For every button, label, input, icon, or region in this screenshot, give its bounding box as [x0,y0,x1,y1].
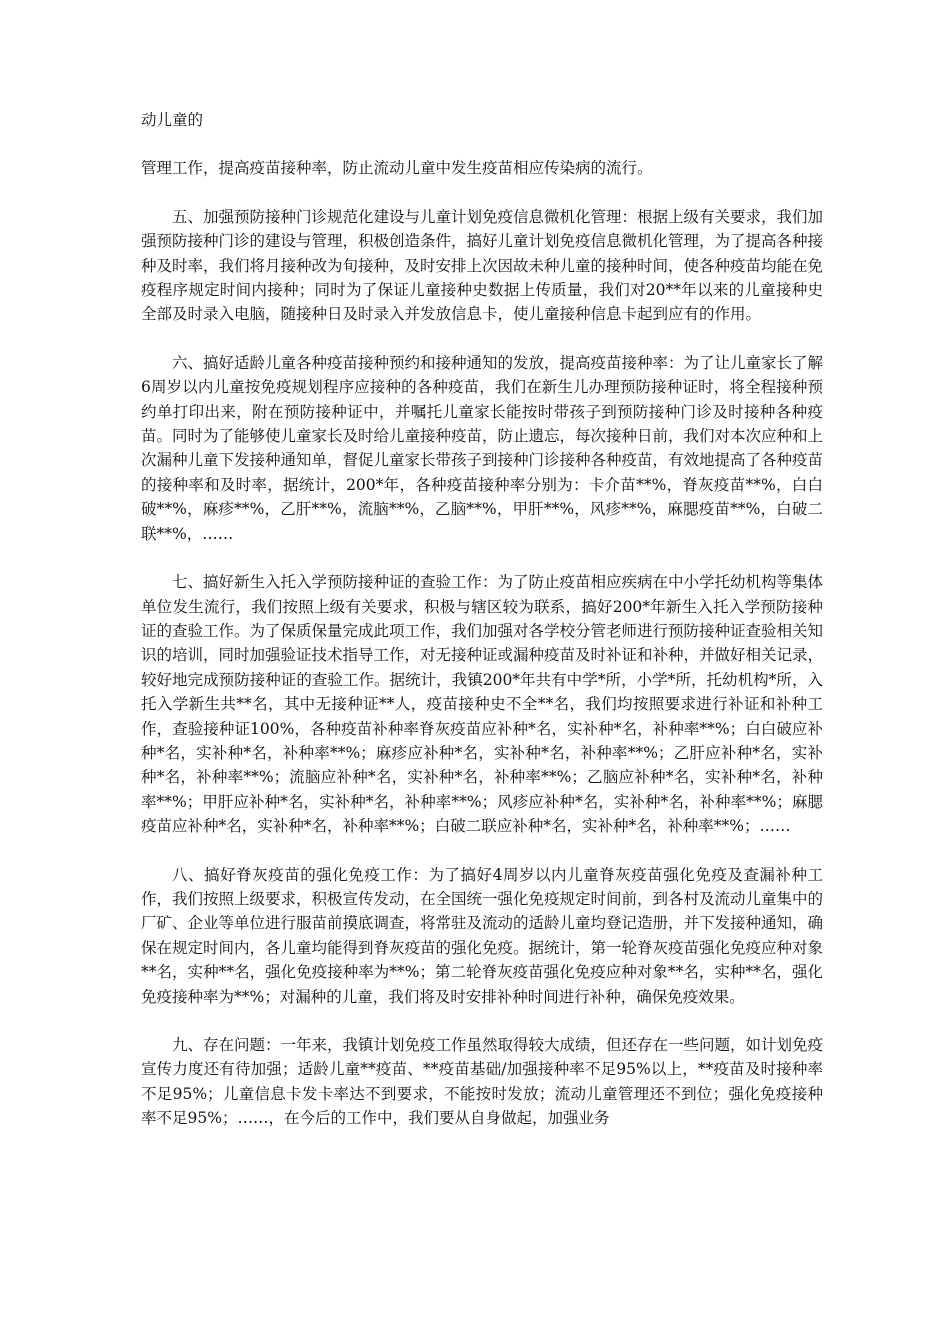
document-body [141,108,823,1131]
paragraph-section-nine: 九、存在问题：一年来，我镇计划免疫工作虽然取得较大成绩，但还存在一些问题，如计划免疫宣传力度还有待加强；适龄儿童**疫苗、**疫苗基础/加强接种率不足95%以上，**疫苗及时接种率不足95%；儿童信息卡发卡率达不到要求，不能按时发放；流动儿童管理还不到位；强化免疫接种率不足95%；……，在今后的工作中，我们要从自身做起，加强业务 [141,1036,824,1128]
paragraph-section-five: 五、加强预防接种门诊规范化建设与儿童计划免疫信息微机化管理：根据上级有关要求，我们加强预防接种门诊的建设与管理，积极创造条件，搞好儿童计划免疫信息微机化管理，为了提高各种接种及时率，我们将月接种改为旬接种，及时安排上次因故未种儿童的接种时间，使各种疫苗均能在免疫程序规定时间内接种；同时为了保证儿童接种史数据上传质量，我们对20**年以来的儿童接种史全部及时录入电脑，随接种日及时录入并发放信息卡，使儿童接种信息卡起到应有的作用。 [141,207,824,324]
paragraph-fragment-start: 动儿童的 [141,111,204,129]
paragraph-section-six: 六、搞好适龄儿童各种疫苗接种预约和接种通知的发放，提高疫苗接种率：为了让儿童家长了解6周岁以内儿童按免疫规划程序应接种的各种疫苗，我们在新生儿办理预防接种证时，将全程接种预约单打印出来，附在预防接种证中，并嘱托儿童家长能按时带孩子到预防接种门诊及时接种各种疫苗。同时为了能够使儿童家长及时给儿童接种疫苗，防止遗忘，每次接种日前，我们对本次应种和上次漏种儿童下发接种通知单，督促儿童家长带孩子到接种门诊接种各种疫苗，有效地提高了各种疫苗的接种率和及时率，据统计，200*年，各种疫苗接种率分别为：卡介苗**%，脊灰疫苗**%，白白破**%，麻疹**%，乙肝**%，流脑**%，乙脑**%，甲肝**%，风疹**%，麻腮疫苗**%，白破二联**%，…… [141,353,824,543]
paragraph-section-eight: 八、搞好脊灰疫苗的强化免疫工作：为了搞好4周岁以内儿童脊灰疫苗强化免疫及查漏补种工作，我们按照上级要求，积极宣传发动，在全国统一强化免疫规定时间前，到各村及流动儿童集中的厂矿、企业等单位进行服苗前摸底调查，将常驻及流动的适龄儿童均登记造册，并下发接种通知，确保在规定时间内，各儿童均能得到脊灰疫苗的强化免疫。据统计，第一轮脊灰疫苗强化免疫应种对象**名，实种**名，强化免疫接种率为**%；第二轮脊灰疫苗强化免疫应种对象**名，实种**名，强化免疫接种率为**%；对漏种的儿童，我们将及时安排补种时间进行补种，确保免疫效果。 [141,865,824,1006]
paragraph-fragment-continued: 管理工作，提高疫苗接种率，防止流动儿童中发生疫苗相应传染病的流行。 [141,159,653,178]
paragraph-section-seven: 七、搞好新生入托入学预防接种证的查验工作：为了防止疫苗相应疾病在中小学托幼机构等集体单位发生流行，我们按照上级有关要求，积极与辖区较为联系，搞好200*年新生入托入学预防接种证的查验工作。为了保质保量完成此项工作，我们加强对各学校分管老师进行预防接种证查验相关知识的培训，同时加强验证技术指导工作，对无接种证或漏种疫苗及时补证和补种，并做好相关记录，较好地完成预防接种证的查验工作。据统计，我镇200*年共有中学*所，小学*所，托幼机构*所，入托入学新生共**名，其中无接种证**人，疫苗接种史不全**名，我们均按照要求进行补证和补种工作，查验接种证100%，各种疫苗补种率脊灰疫苗应补种*名，实补种*名，补种率**%；白白破应补种*名，实补种*名，补种率**%；麻疹应补种*名，实补种*名，补种率**%；乙肝应补种*名，实补种*名，补种率**%；流脑应补种*名，实补种*名，补种率**%；乙脑应补种*名，实补种*名，补种率**%；甲肝应补种*名，实补种*名，补种率**%；风疹应补种*名，实补种*名，补种率**%；麻腮疫苗应补种*名，实补种*名，补种率**%；白破二联应补种*名，实补种*名，补种率**%；…… [141,573,824,836]
